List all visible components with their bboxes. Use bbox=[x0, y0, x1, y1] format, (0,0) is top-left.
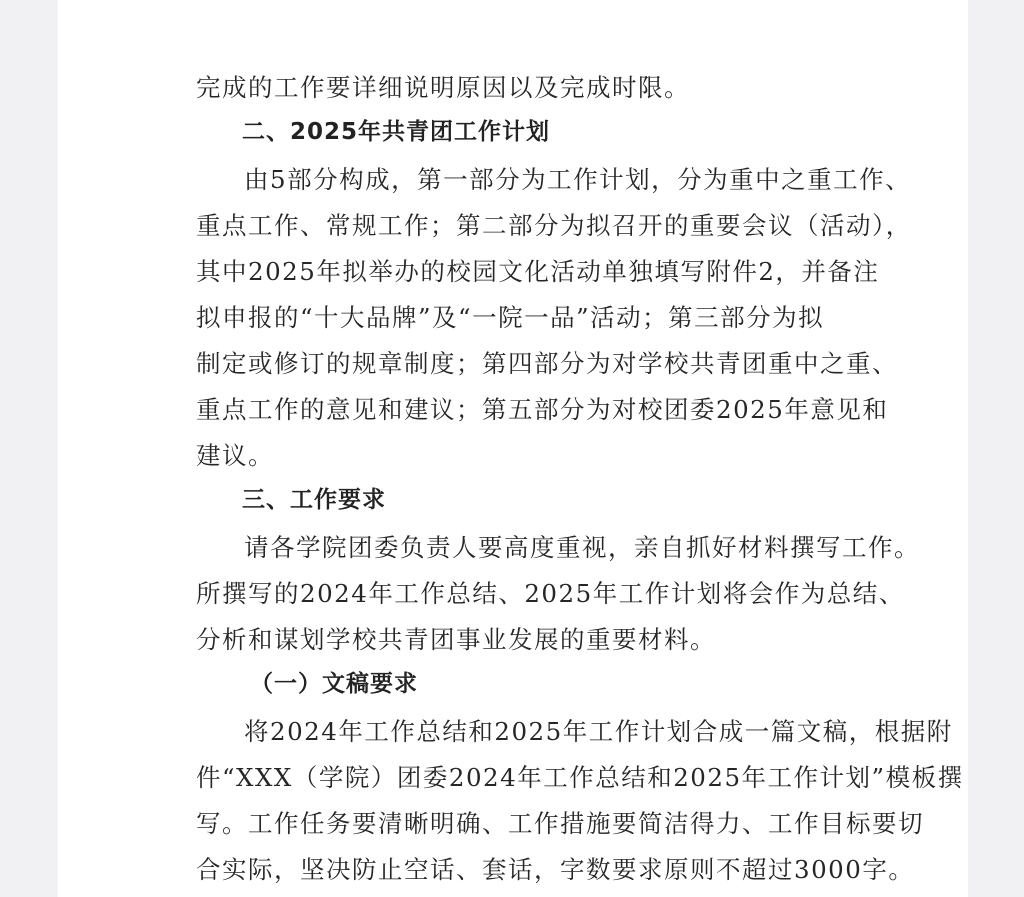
paragraph-line: 建议。 bbox=[196, 441, 274, 470]
paragraph-line: 件“XXX（学院）团委2024年工作总结和2025年工作计划”模板撰 bbox=[196, 763, 964, 792]
paragraph-line: 合实际，坚决防止空话、套话，字数要求原则不超过3000字。 bbox=[196, 855, 915, 884]
paragraph-line: 拟申报的“十大品牌”及“一院一品”活动；第三部分为拟 bbox=[196, 303, 825, 332]
subsection-heading-manuscript-requirements: （一）文稿要求 bbox=[250, 671, 418, 697]
paragraph-line: 由5部分构成，第一部分为工作计划，分为重中之重工作、 bbox=[244, 165, 912, 194]
section-heading-work-requirements: 三、工作要求 bbox=[242, 487, 386, 513]
paragraph-line: 写。工作任务要清晰明确、工作措施要简洁得力、工作目标要切 bbox=[196, 809, 924, 838]
paragraph-line: 将2024年工作总结和2025年工作计划合成一篇文稿，根据附 bbox=[244, 717, 953, 746]
paragraph-line: 所撰写的2024年工作总结、2025年工作计划将会作为总结、 bbox=[196, 579, 905, 608]
paragraph-line: 重点工作的意见和建议；第五部分为对校团委2025年意见和 bbox=[196, 395, 889, 424]
section-heading-2025-plan: 二、2025年共青团工作计划 bbox=[242, 119, 551, 145]
paragraph-line: 分析和谋划学校共青团事业发展的重要材料。 bbox=[196, 625, 716, 654]
paragraph-line: 重点工作、常规工作；第二部分为拟召开的重要会议（活动）， bbox=[196, 211, 912, 240]
paragraph-line: 请各学院团委负责人要高度重视，亲自抓好材料撰写工作。 bbox=[244, 533, 920, 562]
paragraph-line: 其中2025年拟举办的校园文化活动单独填写附件2，并备注 bbox=[196, 257, 880, 286]
paragraph-line: 制定或修订的规章制度；第四部分为对学校共青团重中之重、 bbox=[196, 349, 898, 378]
paragraph-line: 完成的工作要详细说明原因以及完成时限。 bbox=[196, 73, 690, 102]
document-page[interactable] bbox=[58, 0, 968, 897]
